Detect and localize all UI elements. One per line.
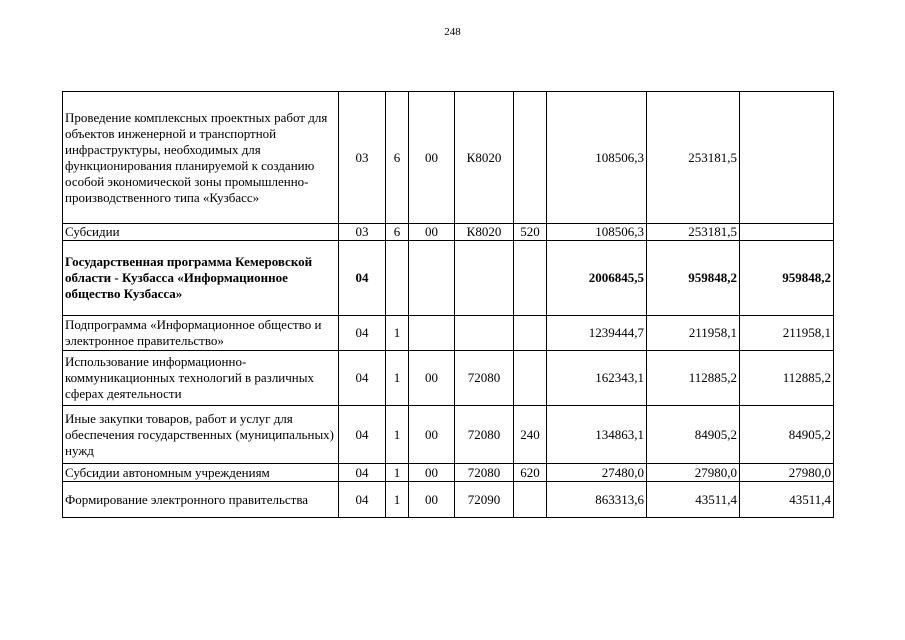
row-amount-3: 112885,2 (740, 351, 834, 406)
table-row (63, 482, 834, 518)
row-section: 04 (339, 406, 386, 464)
row-direction: 72080 (455, 464, 514, 482)
row-program: 1 (386, 316, 409, 351)
row-name: Государственная программа Кемеровской области - Кузбасса «Информационное общество Кузбасса» (63, 241, 339, 316)
row-section: 04 (339, 316, 386, 351)
row-program: 1 (386, 482, 409, 518)
row-expense-type (514, 241, 547, 316)
row-amount-3: 84905,2 (740, 406, 834, 464)
row-amount-1: 27480,0 (547, 464, 647, 482)
row-expense-type (514, 482, 547, 518)
row-amount-2: 43511,4 (647, 482, 740, 518)
row-expense-type: 620 (514, 464, 547, 482)
table-row (63, 406, 834, 464)
row-program: 1 (386, 464, 409, 482)
row-amount-3: 43511,4 (740, 482, 834, 518)
row-amount-2: 112885,2 (647, 351, 740, 406)
row-name: Проведение комплексных проектных работ для объектов инженерной и транспортной инфраструктуры, необходимых для функционирования планируемой к созданию особой экономической зоны промышленно-производственного типа «Кузбасс» (63, 92, 339, 224)
row-direction: 72080 (455, 406, 514, 464)
row-section: 03 (339, 224, 386, 241)
row-name: Использование информационно-коммуникационных технологий в различных сферах деятельности (63, 351, 339, 406)
row-program: 6 (386, 224, 409, 241)
row-amount-1: 2006845,5 (547, 241, 647, 316)
row-amount-3: 27980,0 (740, 464, 834, 482)
row-name: Иные закупки товаров, работ и услуг для обеспечения государственных (муниципальных) нужд (63, 406, 339, 464)
row-amount-2: 253181,5 (647, 224, 740, 241)
row-section: 03 (339, 92, 386, 224)
row-amount-3: 211958,1 (740, 316, 834, 351)
table-row (63, 224, 834, 241)
row-expense-type: 520 (514, 224, 547, 241)
row-amount-3: 959848,2 (740, 241, 834, 316)
row-amount-2: 253181,5 (647, 92, 740, 224)
row-subprogram: 00 (409, 482, 455, 518)
row-amount-1: 863313,6 (547, 482, 647, 518)
row-direction: К8020 (455, 224, 514, 241)
row-name: Субсидии (63, 224, 339, 241)
row-direction (455, 241, 514, 316)
row-section: 04 (339, 241, 386, 316)
row-subprogram: 00 (409, 224, 455, 241)
row-subprogram (409, 316, 455, 351)
row-subprogram: 00 (409, 351, 455, 406)
row-subprogram: 00 (409, 464, 455, 482)
row-expense-type (514, 351, 547, 406)
row-amount-2: 84905,2 (647, 406, 740, 464)
row-direction: К8020 (455, 92, 514, 224)
row-program: 1 (386, 351, 409, 406)
row-amount-1: 162343,1 (547, 351, 647, 406)
budget-table (62, 91, 834, 518)
row-amount-2: 27980,0 (647, 464, 740, 482)
row-amount-1: 134863,1 (547, 406, 647, 464)
table-row (63, 464, 834, 482)
row-name: Формирование электронного правительства (63, 482, 339, 518)
row-program: 6 (386, 92, 409, 224)
row-section: 04 (339, 464, 386, 482)
row-name: Подпрограмма «Информационное общество и электронное правительство» (63, 316, 339, 351)
row-amount-1: 108506,3 (547, 224, 647, 241)
row-section: 04 (339, 482, 386, 518)
row-amount-1: 1239444,7 (547, 316, 647, 351)
row-subprogram: 00 (409, 406, 455, 464)
row-expense-type: 240 (514, 406, 547, 464)
row-program (386, 241, 409, 316)
table-row (63, 92, 834, 224)
table-row (63, 351, 834, 406)
row-amount-2: 211958,1 (647, 316, 740, 351)
row-section: 04 (339, 351, 386, 406)
row-program: 1 (386, 406, 409, 464)
row-amount-2: 959848,2 (647, 241, 740, 316)
row-amount-3 (740, 224, 834, 241)
row-direction (455, 316, 514, 351)
row-subprogram (409, 241, 455, 316)
row-amount-1: 108506,3 (547, 92, 647, 224)
row-expense-type (514, 92, 547, 224)
page-number: 248 (444, 26, 461, 38)
row-expense-type (514, 316, 547, 351)
row-subprogram: 00 (409, 92, 455, 224)
row-amount-3 (740, 92, 834, 224)
row-direction: 72080 (455, 351, 514, 406)
table-row (63, 316, 834, 351)
row-direction: 72090 (455, 482, 514, 518)
table-row (63, 241, 834, 316)
row-name: Субсидии автономным учреждениям (63, 464, 339, 482)
